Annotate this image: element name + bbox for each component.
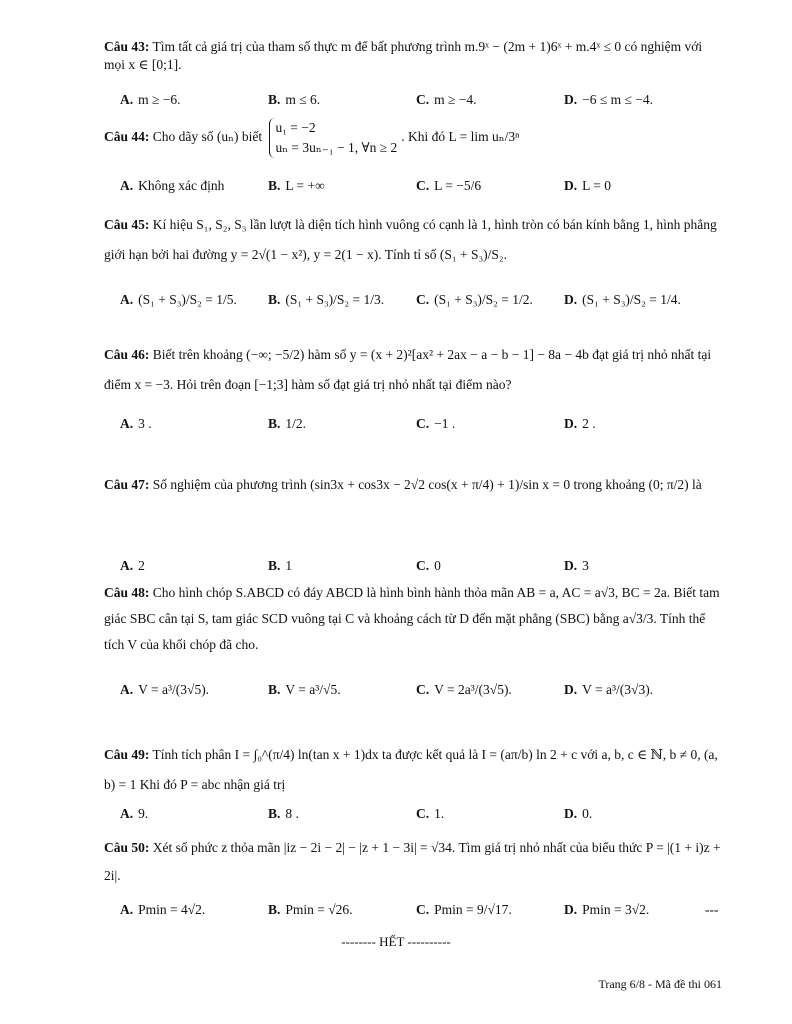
question-label: Câu 50: — [104, 840, 150, 855]
question-label: Câu 49: — [104, 747, 150, 762]
option-b[interactable]: B. V = a³/√5. — [268, 682, 341, 697]
question-label: Câu 43: — [104, 39, 150, 54]
option-b[interactable]: B. Pmin = √26. — [268, 902, 353, 917]
question-46 — [104, 340, 724, 400]
option-a[interactable]: A. 3 . — [120, 416, 152, 431]
question-text: Cho dãy số (uₙ) biết — [152, 129, 263, 145]
option-a[interactable]: A. m ≥ −6. — [120, 92, 181, 107]
question-text: Kí hiệu S₁, S₂, S₃ lần lượt là diện tích hình vuông có cạnh là 1, hình tròn có bán kính bằng 1, hình phẳng giới hạn bởi hai đường y = 2√(1 − x²), y = 2(1 − x). Tính tỉ số (S₁ + S₃)/S₂. — [104, 217, 717, 262]
option-d[interactable]: D. −6 ≤ m ≤ −4. — [564, 92, 654, 107]
question-text: Cho hình chóp S.ABCD có đáy ABCD là hình bình hành thỏa mãn AB = a, AC = a√3, BC = 2a. Biết tam giác SBC cân tại S, tam giác SCD vuông tại C và khoảng cách từ D đến mặt phẳng (SBC) bằng a√3/3. Tính thể tích V của khối chóp đã cho. — [104, 585, 720, 652]
question-label: Câu 45: — [104, 217, 150, 232]
option-d[interactable]: D. Pmin = 3√2. — [564, 902, 650, 917]
question-label: Câu 46: — [104, 347, 150, 362]
option-b[interactable]: B. (S₁ + S₃)/S₂ = 1/3. — [268, 292, 385, 307]
option-c[interactable]: C. −1 . — [416, 416, 456, 431]
question-text: Tìm tất cả giá trị của tham số thực m để bất phương trình m.9ˣ − (2m + 1)6ˣ + m.4ˣ ≤ 0 có nghiệm với mọi x ∈ [0;1]. — [104, 39, 703, 72]
question-43 — [104, 38, 724, 74]
option-b[interactable]: B. m ≤ 6. — [268, 92, 321, 107]
option-d[interactable]: D. (S₁ + S₃)/S₂ = 1/4. — [564, 292, 681, 307]
option-a[interactable]: A. Pmin = 4√2. — [120, 902, 206, 917]
option-d[interactable]: D. 3 — [564, 558, 589, 573]
question-text: Tính tích phân I = ∫₀^(π/4) ln(tan x + 1)dx ta được kết quả là I = (aπ/b) ln 2 + c với a, b, c ∈ ℕ, b ≠ 0, (a, b) = 1 Khi đó P = abc nhận giá trị — [104, 747, 718, 792]
options-45 — [120, 292, 724, 332]
option-c[interactable]: C. 1. — [416, 806, 445, 821]
options-48 — [120, 682, 724, 722]
option-a[interactable]: A. V = a³/(3√5). — [120, 682, 210, 697]
question-45 — [104, 210, 724, 270]
option-b[interactable]: B. 1 — [268, 558, 293, 573]
option-a[interactable]: A. Không xác định — [120, 178, 225, 193]
question-label: Câu 44: — [104, 129, 150, 145]
option-a[interactable]: A. (S₁ + S₃)/S₂ = 1/5. — [120, 292, 237, 307]
question-label: Câu 47: — [104, 477, 150, 492]
option-d[interactable]: D. L = 0 — [564, 178, 611, 193]
question-tail: . Khi đó L = lim uₙ/3ⁿ — [401, 129, 520, 145]
trailing-mark: --- — [705, 902, 719, 917]
option-a[interactable]: A. 2 — [120, 558, 145, 573]
option-c[interactable]: C. V = 2a³/(3√5). — [416, 682, 512, 697]
question-text: Xét số phức z thỏa mãn |iz − 2i − 2| − |z + 1 − 3i| = √34. Tìm giá trị nhỏ nhất của biểu thức P = |(1 + i)z + 2i|. — [104, 840, 721, 883]
option-c[interactable]: C. 0 — [416, 558, 441, 573]
option-c[interactable]: C. m ≥ −4. — [416, 92, 477, 107]
option-b[interactable]: B. 1/2. — [268, 416, 307, 431]
option-d[interactable]: D. 2 . — [564, 416, 596, 431]
recurrence-system: u₁ = −2 uₙ = 3uₙ₋₁ − 1, ∀n ≥ 2 — [269, 118, 397, 158]
option-d[interactable]: D. 0. — [564, 806, 593, 821]
option-c[interactable]: C. (S₁ + S₃)/S₂ = 1/2. — [416, 292, 533, 307]
option-c[interactable]: C. Pmin = 9/√17. — [416, 902, 512, 917]
option-a[interactable]: A. 9. — [120, 806, 149, 821]
question-44 — [104, 118, 724, 158]
question-47 — [104, 470, 724, 500]
question-text: Biết trên khoảng (−∞; −5/2) hàm số y = (x + 2)²[ax² + 2ax − a − b − 1] − 8a − 4b đạt giá trị nhỏ nhất tại điểm x = −3. Hỏi trên đoạn [−1;3] hàm số đạt giá trị nhỏ nhất tại điểm nào? — [104, 347, 712, 392]
question-49 — [104, 740, 724, 800]
option-b[interactable]: B. 8 . — [268, 806, 299, 821]
question-48 — [104, 580, 724, 658]
page-footer: Trang 6/8 - Mã đề thi 061 — [598, 977, 722, 991]
end-marker: -------- HẾT ---------- — [341, 934, 451, 949]
question-50 — [104, 834, 724, 890]
options-46 — [120, 416, 724, 456]
question-label: Câu 48: — [104, 585, 150, 600]
option-b[interactable]: B. L = +∞ — [268, 178, 325, 193]
option-c[interactable]: C. L = −5/6 — [416, 178, 482, 193]
option-d[interactable]: D. V = a³/(3√3). — [564, 682, 654, 697]
question-text: Số nghiệm của phương trình (sin3x + cos3x − 2√2 cos(x + π/4) + 1)/sin x = 0 trong khoảng (0; π/2) là — [152, 477, 702, 492]
